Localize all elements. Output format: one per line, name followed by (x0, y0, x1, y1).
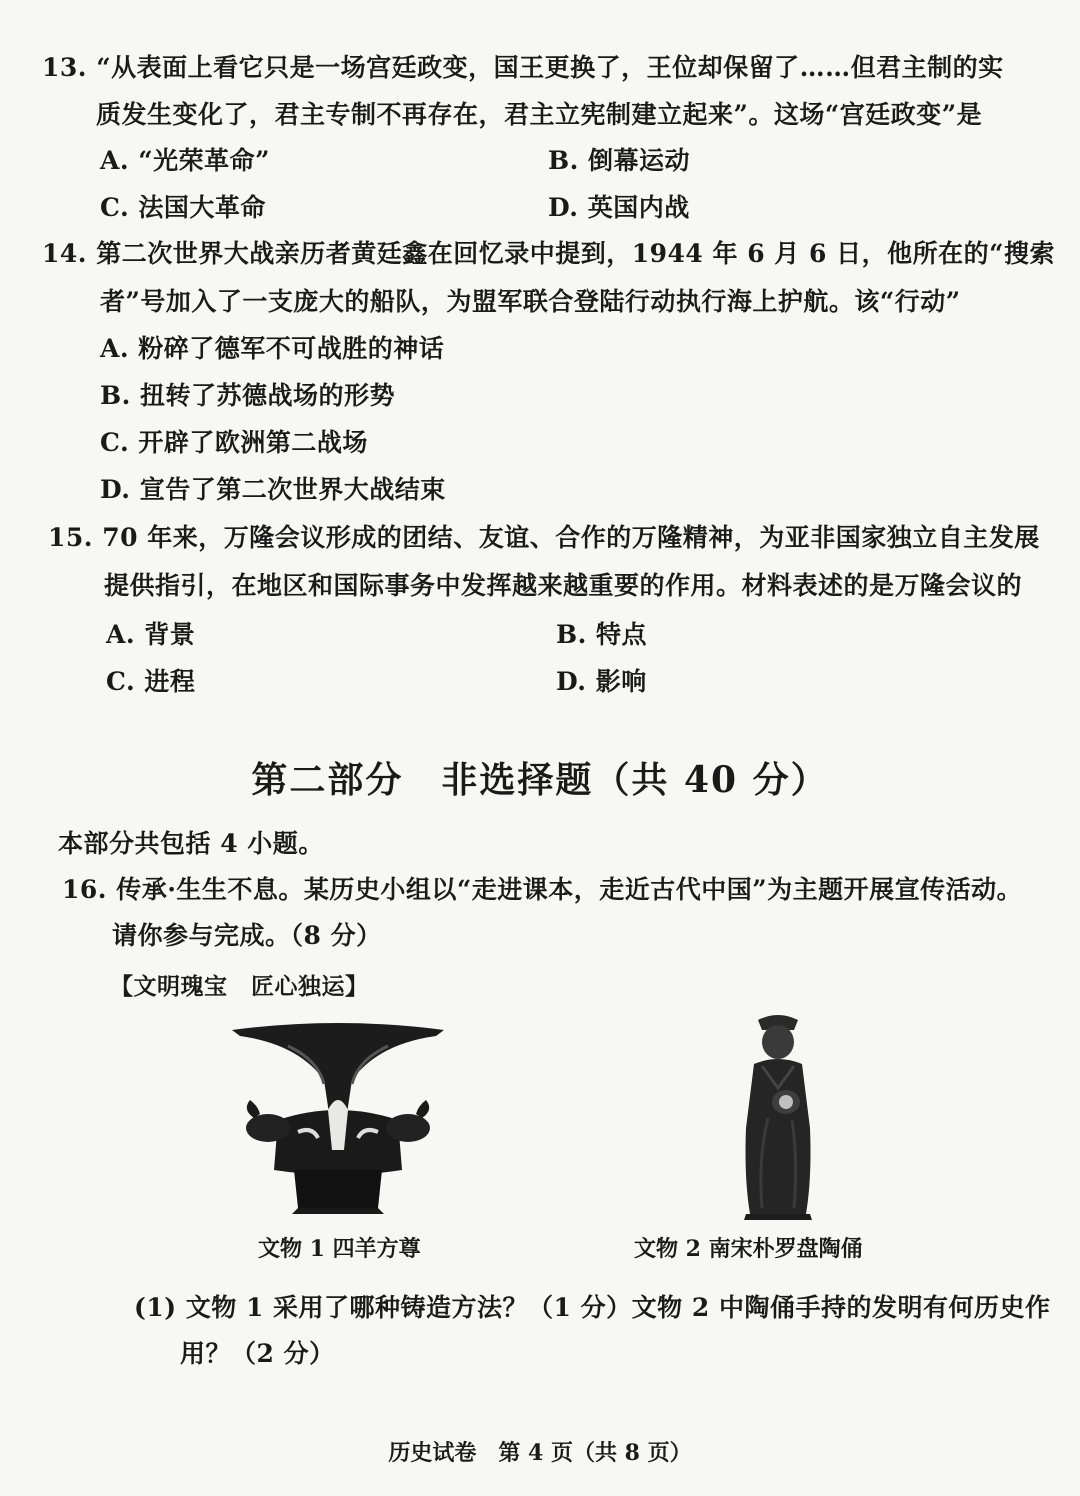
question-number: 16. (62, 875, 107, 904)
option-14-b: B. 扭转了苏德战场的形势 (100, 381, 396, 410)
sub-question-1-line-1: (1) 文物 1 采用了哪种铸造方法？（1 分）文物 2 中陶俑手持的发明有何历史作 (134, 1293, 1051, 1322)
question-13-line-2: 质发生变化了，君主专制不再存在，君主立宪制建立起来”。这场“宫廷政变”是 (96, 100, 983, 129)
option-13-d: D. 英国内战 (548, 193, 690, 222)
question-16-line-1 (62, 870, 1022, 906)
option-13-a: A. “光荣革命” (100, 146, 271, 175)
option-15-d: D. 影响 (556, 667, 647, 696)
question-15-line-2: 提供指引，在地区和国际事务中发挥越来越重要的作用。材料表述的是万隆会议的 (104, 571, 1023, 600)
option-13-b: B. 倒幕运动 (548, 146, 691, 175)
question-number: 15. (48, 523, 93, 552)
question-16-line-2: 请你参与完成。（8 分） (112, 921, 382, 950)
artifact-1-image (228, 1020, 448, 1220)
artifact-2-caption: 文物 2 南宋朴罗盘陶俑 (634, 1236, 863, 1262)
question-text: “从表面上看它只是一场宫廷政变，国王更换了，王位却保留了……但君主制的实 (96, 53, 1004, 82)
question-number: 14. (42, 239, 87, 268)
question-text: 70 年来，万隆会议形成的团结、友谊、合作的万隆精神，为亚非国家独立自主发展 (102, 523, 1040, 552)
part-2-intro: 本部分共包括 4 小题。 (58, 829, 324, 858)
artifact-2-image (728, 1008, 828, 1220)
option-15-c: C. 进程 (106, 667, 196, 696)
sub-question-1-line-2: 用？（2 分） (180, 1339, 335, 1368)
option-14-a: A. 粉碎了德军不可战胜的神话 (100, 334, 445, 363)
option-15-b: B. 特点 (556, 620, 648, 649)
part-2-title: 第二部分 非选择题（共 40 分） (251, 759, 829, 801)
option-14-d: D. 宣告了第二次世界大战结束 (100, 475, 446, 504)
question-14-line-2: 者”号加入了一支庞大的船队，为盟军联合登陆行动执行海上护航。该“行动” (100, 287, 961, 316)
question-text: 传承·生生不息。某历史小组以“走进课本，走近古代中国”为主题开展宣传活动。 (116, 875, 1023, 904)
question-13-line-1 (42, 48, 1004, 84)
option-14-c: C. 开辟了欧洲第二战场 (100, 428, 368, 457)
question-15-line-1 (48, 518, 1040, 554)
artifact-1-caption: 文物 1 四羊方尊 (258, 1236, 421, 1262)
option-13-c: C. 法国大革命 (100, 193, 266, 222)
question-number: 13. (42, 53, 87, 82)
question-text: 第二次世界大战亲历者黄廷鑫在回忆录中提到，1944 年 6 月 6 日，他所在的“搜索 (96, 239, 1055, 268)
section-heading: 【文明瑰宝 匠心独运】 (110, 973, 369, 1000)
question-14-line-1 (42, 234, 1055, 270)
page-footer: 历史试卷 第 4 页（共 8 页） (388, 1440, 692, 1466)
option-15-a: A. 背景 (106, 620, 196, 649)
